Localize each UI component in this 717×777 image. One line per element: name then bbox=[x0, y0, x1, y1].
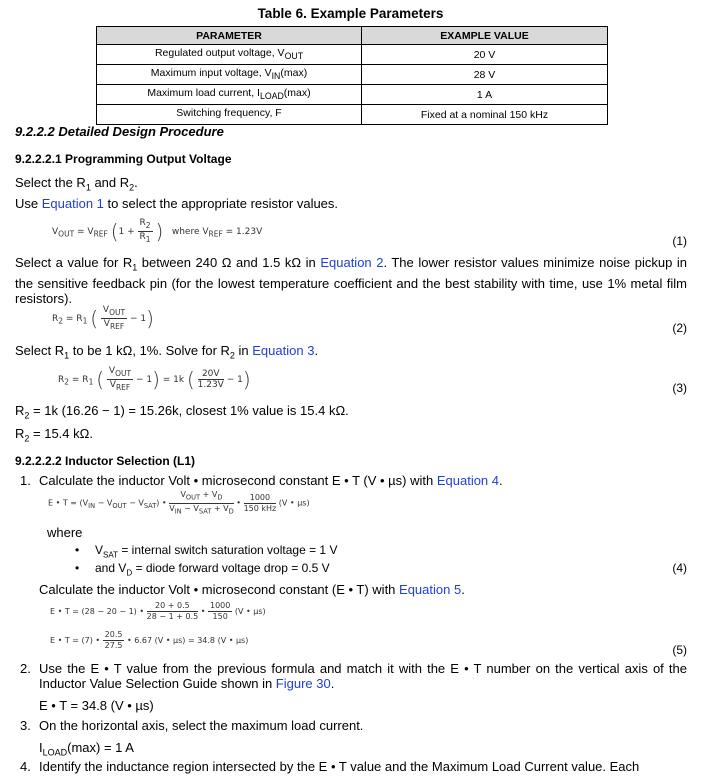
equation-1: $V_{OUT} = V_{REF}$ (1 + $\frac{R_2}{R_1}$ ) where $V_{REF} = 1.23V$ bbox=[52, 218, 263, 244]
table-row bbox=[97, 65, 608, 85]
equation-number: (3) bbox=[672, 381, 687, 395]
param-value: 1 A bbox=[362, 85, 608, 105]
r2-final-text: $R_2 = 15.4$ kΩ. bbox=[15, 426, 93, 444]
table-row bbox=[97, 85, 608, 105]
bullet-icon: • bbox=[75, 561, 80, 575]
bullet-vd: and $V_D$ = diode forward voltage drop = 0.5 V bbox=[95, 561, 330, 578]
step-4-text: Identify the inductance region intersected by the E • T value and the Maximum Load Current value. Each bbox=[39, 759, 640, 774]
table-header: PARAMETER bbox=[97, 27, 362, 45]
param-sub: IN bbox=[271, 71, 281, 82]
table-row bbox=[97, 105, 608, 125]
param-label: Maximum load current, I bbox=[147, 87, 260, 100]
step-1-text: Calculate the inductor Volt • microsecond constant E • T (V • µs) with Equation 4. bbox=[39, 473, 503, 488]
bullet-icon: • bbox=[75, 543, 80, 557]
figure-30-link[interactable]: Figure 30 bbox=[275, 676, 331, 691]
calc-et-text: Calculate the inductor Volt • microsecond constant (E • T) with Equation 5. bbox=[39, 582, 465, 597]
section-heading-programming-output: 9.2.2.2.1 Programming Output Voltage bbox=[15, 152, 232, 166]
parameters-table bbox=[96, 26, 608, 125]
section-heading-inductor-selection: 9.2.2.2.2 Inductor Selection (L1) bbox=[15, 454, 196, 468]
param-sub: LOAD bbox=[259, 91, 284, 102]
equation-number: (4) bbox=[672, 561, 687, 575]
equation-number: (1) bbox=[672, 234, 687, 248]
param-sub: OUT bbox=[284, 51, 304, 62]
step-number: 4. bbox=[20, 759, 31, 774]
step-2-text: Use the E • T value from the previous formula and match it with the E • T number on the vertical axis of the Inductor Value Selection Guide shown in Figure 30. bbox=[39, 661, 687, 691]
param-label: Maximum input voltage, V bbox=[150, 67, 272, 80]
equation-4: E • $T = (V_{IN} - V_{OUT} - V_{SAT})$ • $\frac{V_{OUT} + V_D}{V_{IN} - V_{SAT} + V_D}$ • $\frac{1000}{\text{150 kHz}}$ (V • µs) bbox=[48, 490, 310, 516]
equation-5-line-2: E • T = (7) • $\frac{20.5}{27.5}$ • 6.67 (V • µs) = 34.8 (V • µs) bbox=[50, 630, 249, 650]
param-value: 28 V bbox=[362, 65, 608, 85]
table-title: Table 6. Example Parameters bbox=[257, 6, 444, 21]
step-number: 3. bbox=[20, 718, 31, 733]
table-header: EXAMPLE VALUE bbox=[362, 27, 608, 45]
param-tail: (max) bbox=[280, 67, 308, 80]
r2-calculation-text: $R_2 = 1k$ (16.26 − 1) = 15.26k, closest 1% value is 15.4 kΩ. bbox=[15, 403, 349, 421]
select-r-text: Select the $R_1$ and $R_2$. bbox=[15, 175, 138, 193]
param-value: 20 V bbox=[362, 45, 608, 65]
param-value: Fixed at a nominal 150 kHz bbox=[362, 105, 608, 125]
section-heading-detailed-design: 9.2.2.2 Detailed Design Procedure bbox=[15, 124, 224, 139]
param-label: Regulated output voltage, V bbox=[154, 47, 285, 59]
equation-1-link[interactable]: Equation 1 bbox=[41, 196, 104, 211]
param-tail: (max) bbox=[283, 87, 311, 100]
where-text: where bbox=[47, 525, 83, 540]
use-equation-1-text: Use Equation 1 to select the appropriate resistor values. bbox=[15, 196, 339, 211]
step-number: 1. bbox=[20, 473, 31, 488]
equation-2-link[interactable]: Equation 2 bbox=[320, 255, 384, 270]
equation-number: (5) bbox=[672, 643, 687, 657]
et-value-text: E • T = 34.8 (V • µs) bbox=[39, 698, 154, 713]
iload-text: $I_{LOAD}(\max) = 1$ A bbox=[39, 740, 134, 758]
equation-4-link[interactable]: Equation 4 bbox=[436, 473, 500, 488]
equation-2: $R_2 = R_1$ ( $\frac{V_{OUT}}{V_{REF}}$ − 1) bbox=[52, 305, 154, 331]
equation-number: (2) bbox=[672, 321, 687, 335]
resistor-selection-paragraph: Select a value for $R_1$ between 240 Ω and 1.5 kΩ in Equation 2. The lower resistor values minimize noise pickup in the sensitive feedback pin (for the lowest temperature coefficient and the best stability with time, use 1% metal film resistors). bbox=[15, 255, 687, 306]
step-3-text: On the horizontal axis, select the maximum load current. bbox=[39, 718, 364, 733]
equation-3: $R_2 = R_1$ ( $\frac{V_{OUT}}{V_{REF}}$ − 1) = 1k ( $\frac{20V}{1.23V}$ − 1) bbox=[58, 366, 251, 392]
table-row bbox=[97, 45, 608, 65]
step-number: 2. bbox=[20, 661, 31, 676]
bullet-vsat: $V_{SAT}$ = internal switch saturation voltage = 1 V bbox=[95, 543, 338, 560]
equation-5-link[interactable]: Equation 5 bbox=[399, 582, 462, 597]
equation-5-line-1: E • T = (28 − 20 − 1) • $\frac{20 + 0.5}{28 - 1 + 0.5}$ • $\frac{1000}{150}$ (V • µs) bbox=[50, 601, 266, 621]
param-label: Switching frequency, F bbox=[176, 107, 282, 120]
equation-3-link[interactable]: Equation 3 bbox=[252, 343, 315, 358]
select-r1-text: Select $R_1$ to be 1 kΩ, 1%. Solve for $R_2$ in Equation 3. bbox=[15, 343, 319, 361]
